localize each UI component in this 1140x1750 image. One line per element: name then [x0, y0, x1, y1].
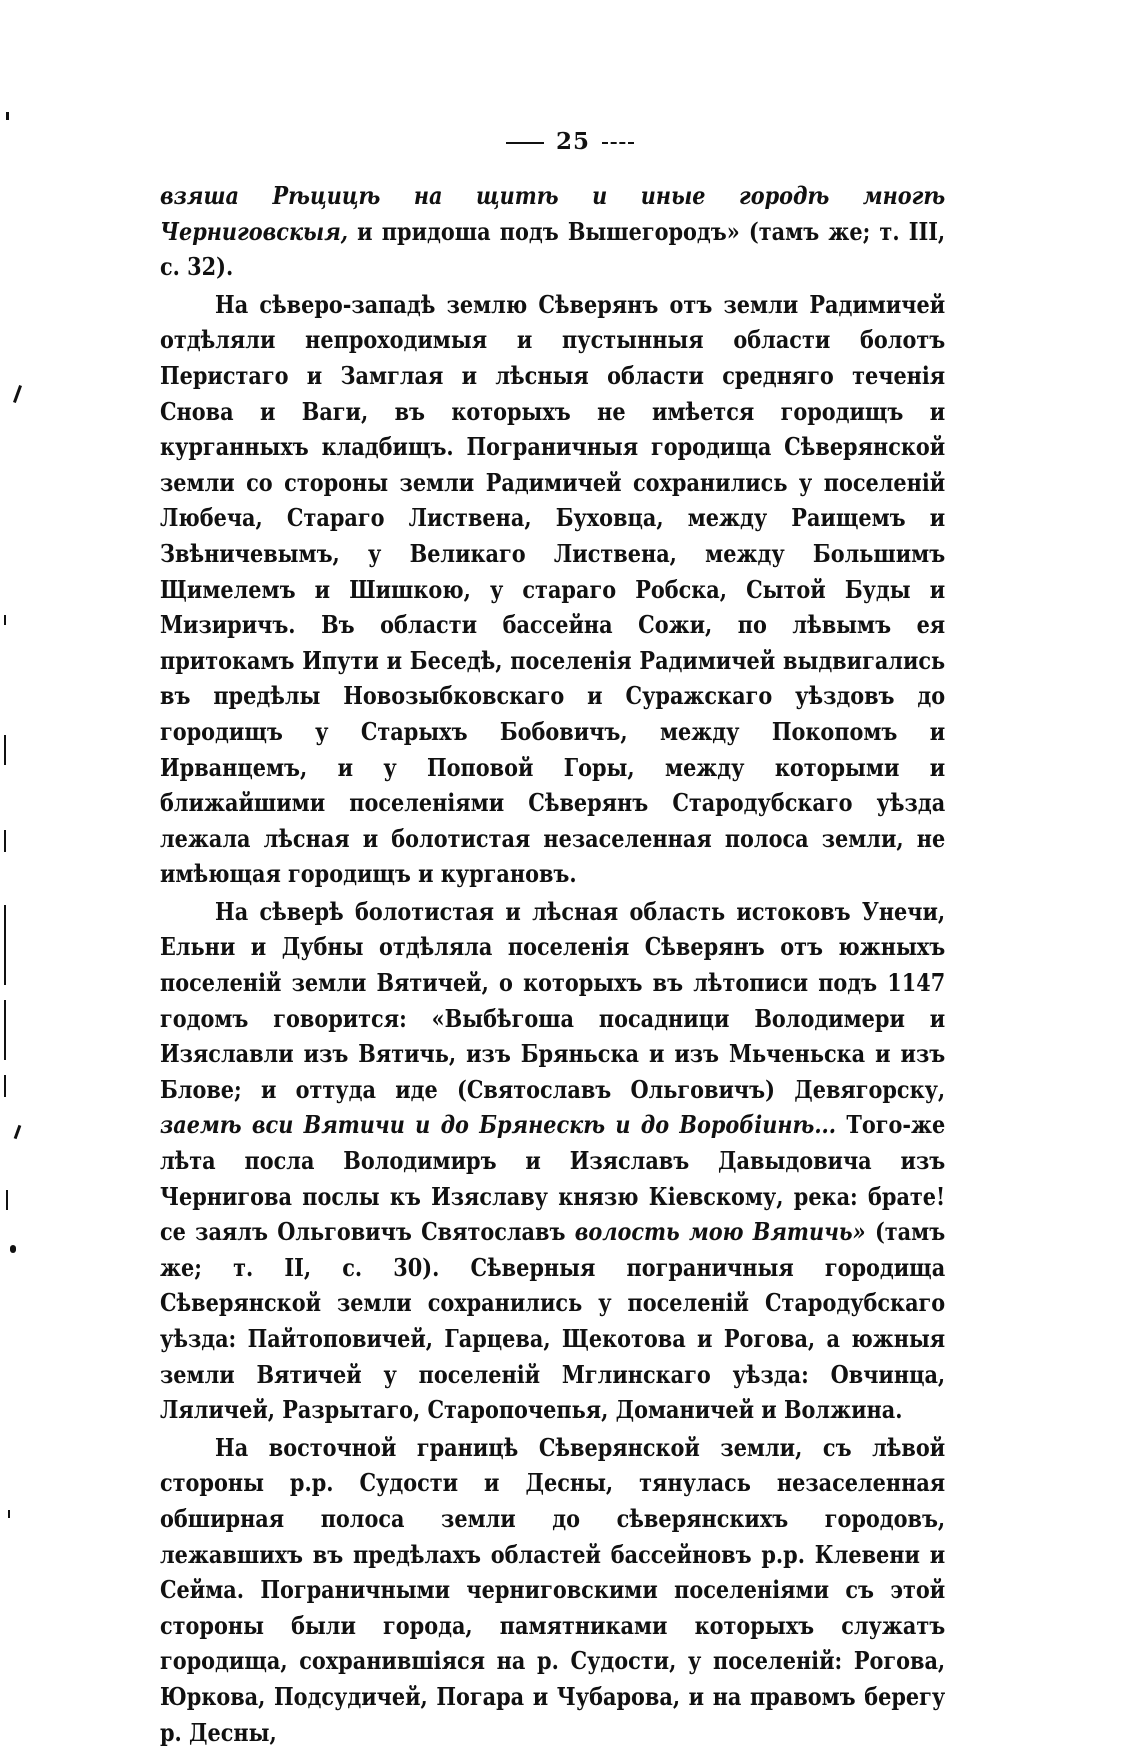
- page-number: [0, 128, 1140, 155]
- margin-speck: [4, 905, 6, 985]
- paragraph-text: На сѣверо-западѣ землю Сѣверянъ отъ земли Радимичей отдѣляли непроходимыя и пустынныя области болотъ Перистаго и Замглая и лѣсныя области средняго теченія Снова и Ваги, въ которыхъ не имѣется городищъ и курганныхъ кладбищъ. Пограничныя городища Сѣверянской земли со стороны земли Радимичей сохранились у поселеній Любеча, Стараго Листвена, Буховца, между Раищемъ и Звѣничевымъ, у Великаго Листвена, между Большимъ Щимелемъ и Шишкою, у стараго Робска, Сытой Буды и Мизиричъ. Въ области бассейна Сожи, по лѣвымъ ея притокамъ Ипути и Беседѣ, поселенія Радимичей выдвигались въ предѣлы Новозыбковскаго и Суражскаго уѣздовъ до городищъ у Старыхъ Бобовичъ, между Покопомъ и Ирванцемъ, и у Поповой Горы, между которыми и ближайшими поселеніями Сѣверянъ Стародубскаго уѣзда лежала лѣсная и болотистая незаселенная полоса земли, не имѣющая городищъ и кургановъ.: [160, 289, 946, 889]
- paragraph-text: На сѣверѣ болотистая и лѣсная область истоковъ Унечи, Ельни и Дубны отдѣляла поселенія Сѣверянъ отъ южныхъ поселеній земли Вятичей, о которыхъ въ лѣтописи подъ 1147 годомъ говорится: «Выбѣгоша посадници Володимери и Изяславли изъ Вятичь, изъ Бряньска и изъ Мьченьска и изъ Блове; и оттуда иде (Святославъ Ольговичъ) Девягорску,: [160, 896, 946, 1104]
- margin-speck: [8, 1510, 10, 1518]
- quote-italic: заемѣ вси Вятичи и до Брянескѣ и до Воробіинѣ...: [160, 1110, 837, 1140]
- margin-speck: [10, 1245, 16, 1253]
- margin-speck: [4, 1000, 6, 1060]
- page-number-value: 25: [555, 128, 590, 155]
- paragraph-text: и придоша подъ Вышегородъ» (тамъ же; т. III, с. 32).: [160, 216, 946, 282]
- margin-speck: [14, 1125, 22, 1139]
- page-number-dash-right: [602, 142, 634, 144]
- quote-italic: волость мою Вятичь»: [574, 1217, 866, 1247]
- margin-speck: [4, 735, 6, 765]
- page-number-dash-left: [506, 142, 544, 144]
- quote-italic: взяша Рѣцицѣ на щитѣ и иные городѣ многѣ Черниговскыя,: [160, 181, 946, 246]
- paragraph-2: [160, 287, 945, 892]
- scan-margin-marks: [0, 0, 40, 1700]
- paragraph-text: (тамъ же; т. II, с. 30). Сѣверныя пограничныя городища Сѣверянской земли сохранились у поселеній Стародубскаго уѣзда: Пайтоповичей, Гарцева, Щекотова и Рогова, а южныя земли Вятичей у поселеній Мглинскаго уѣзда: Овчинца, Ляличей, Разрытаго, Старопочепья, Доманичей и Волжина.: [160, 1217, 946, 1425]
- paragraph-4: [160, 1430, 945, 1750]
- paragraph-3: [160, 894, 945, 1428]
- margin-speck: [4, 615, 6, 625]
- paragraph-text: Того-же лѣта посла Володимиръ и Изяславъ Давыдовича изъ Чернигова послы къ Изяславу князю Кіевскому, река: брате! се заялъ Ольговичъ Святославъ: [160, 1110, 946, 1247]
- margin-speck: [6, 1190, 8, 1210]
- paragraph-text: На восточной границѣ Сѣверянской земли, съ лѣвой стороны р.р. Судости и Десны, тянулась незаселенная обширная полоса земли до сѣверянскихъ городовъ, лежавшихъ въ предѣлахъ областей бассейновъ р.р. Клевени и Сейма. Пограничными черниговскими поселеніями съ этой стороны были города, памятниками которыхъ служатъ городища, сохранившіяся на р. Судости, у поселеній: Рогова, Юркова, Подсудичей, Погара и Чубарова, и на правомъ берегу р. Десны,: [160, 1432, 946, 1747]
- margin-speck: [4, 1075, 6, 1097]
- paragraph-1: [160, 178, 945, 285]
- margin-speck: [4, 830, 6, 852]
- margin-speck: [6, 112, 9, 120]
- margin-speck: [13, 385, 22, 403]
- body-text: [160, 178, 945, 1750]
